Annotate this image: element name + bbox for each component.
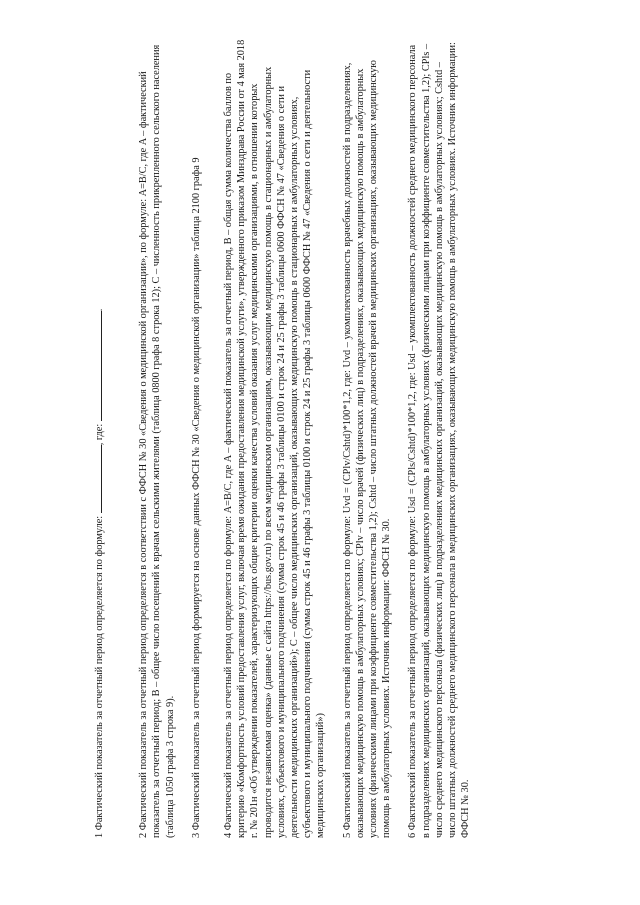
rotated-page xyxy=(0,35,640,880)
spacer xyxy=(119,35,137,838)
footnote-4: 4 Фактический показатель за отчетный период определяется по формуле: A=B/C, где A – фактический показатель за отчетный период, B – общая сумма количества баллов по критерию «Комфортность условий предоставления услуг, включая время ожидания предоставления медицинской услуги», утвержденного приказом Минздрава России от 4 мая 2018 г. № 201н «Об утверждении показателей, характеризующих общие критерии оценки качества условий оказания услуг медицинскими организациями, в отношении которых проводится независимая оценка» (данные с сайта https://bus.gov.ru) по всем медицинским организациям, оказывающим медицинскую помощь в стационарных и амбулаторных условиях, субъектового и муниципального подчинения (сумма строк 45 и 46 графы 3 таблицы 0100 и строк 24 и 25 графы 3 таблицы 0600 ФФСН № 47 «Сведения о сети и деятельности медицинских организаций»); C – общее число медицинских организаций, оказывающих медицинскую помощь в стационарных и амбулаторных условиях, субъектового и муниципального подчинения (сумма строк 45 и 46 графы 3 таблицы 0100 и строк 24 и 25 графы 3 таблицы 0600 ФФСН № 47 «Сведения о сети и деятельности медицинских организаций») xyxy=(223,39,327,838)
formula-blank xyxy=(92,445,102,513)
footnote-1-where: , где: xyxy=(94,423,105,446)
footnote-2: 2 Фактический показатель за отчетный период определяется в соответствии с ФФСН № 30 «Сведения о медицинской организации», по формуле: A=B/C, где A – фактический показатель за отчетный период; B – общее число посещений к врачам сельскими жителями (таблица 0800 графа 8 строка 12); C – численность прикрепленного сельского населения (таблица 1050 графа 3 строка 9). xyxy=(138,44,176,838)
footnote-1-text: 1 Фактический показатель за отчетный период определяется по формуле: xyxy=(94,515,105,838)
footnote-5: 5 Фактический показатель за отчетный период определяется по формуле: Uvd = (CPlv/Cshtd)*100*1,2, где: Uvd – укомплектованность врачебных должностей в подразделениях, оказывающих медицинскую помощь в амбулаторных условиях; CPlv – число врачей (физических лиц) в подразделениях, оказывающих медицинскую помощь в амбулаторных условиях (физическими лицами при коэффициенте совместительства 1,2); Cshtd – число штатных должностей врачей в медицинских организациях, оказывающих медицинскую помощь в амбулаторных условиях. Источник информации: ФФСН № 30. xyxy=(341,60,393,838)
footnote-3: 3 Фактический показатель за отчетный период формируется на основе данных ФФСН № 30 «Сведения о медицинской организации» таблица 2100 графа 9 xyxy=(190,157,202,838)
where-blank xyxy=(92,311,102,421)
footnote-1 xyxy=(92,38,106,838)
footnote-6: 6 Фактический показатель за отчетный период определяется по формуле: Usd = (CPls/Cshtd)*100*1,2, где: Usd – укомплектованность должностей среднего медицинского персонала в подразделениях медицинских организаций, оказывающих медицинскую помощь в амбулаторных условиях (физическими лицами при коэффициенте совместительства 1,2); CPls – число среднего медицинского персонала (физических лиц) в подразделениях медицинских организаций, оказывающих медицинскую помощь в амбулаторных условиях; Cshtd – число штатных должностей среднего медицинского персонала в медицинских организациях, оказывающих медицинскую помощь в амбулаторных условиях. Источник информации: ФФСН № 30. xyxy=(407,42,472,838)
footnote-1-period: . xyxy=(94,308,105,312)
